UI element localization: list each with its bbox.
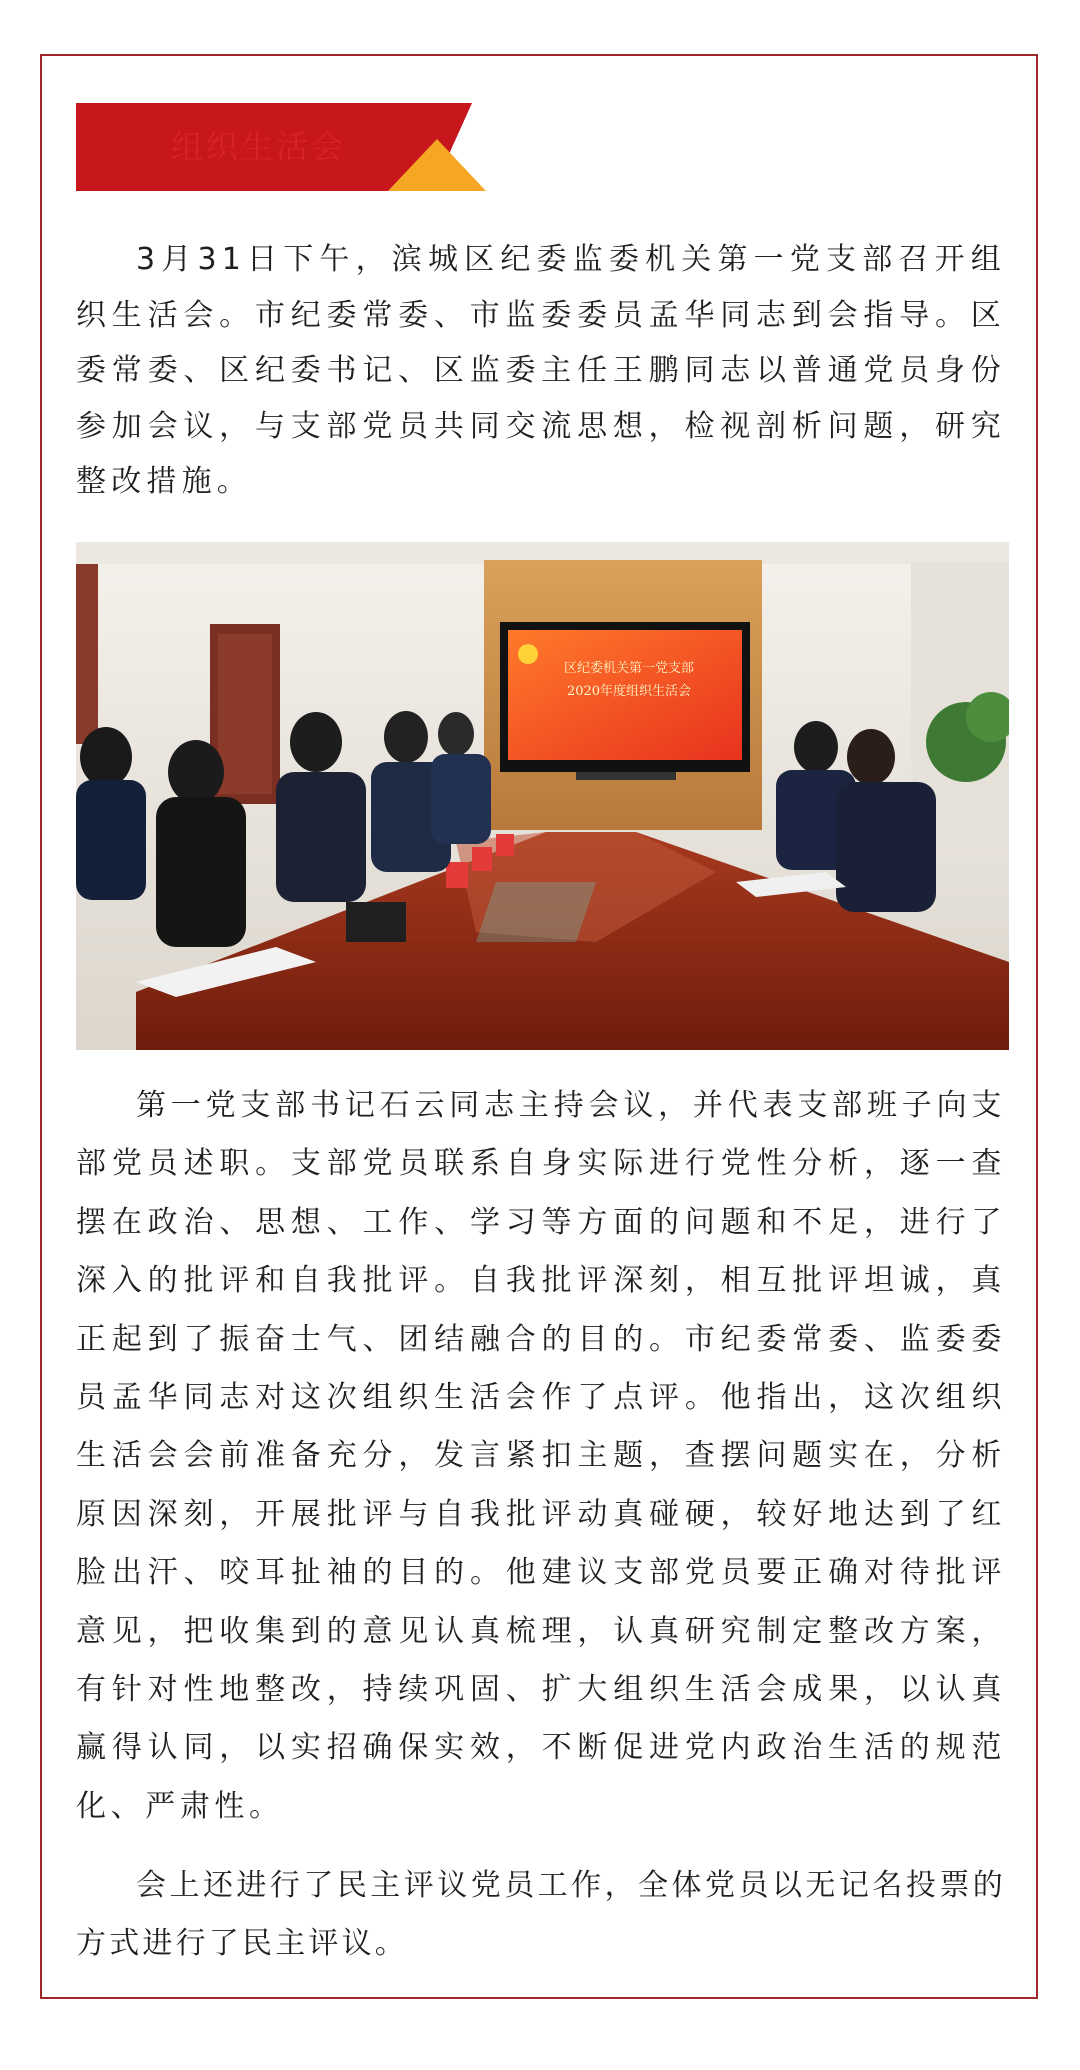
section-title: 组织生活会 [171, 128, 347, 166]
section-header [76, 103, 486, 191]
screen-text-line2: 2020年度组织生活会 [566, 684, 692, 699]
screen-text-line1: 区纪委机关第一党支部 [563, 661, 695, 676]
paragraph-main: 第一党支部书记石云同志主持会议，并代表支部班子向支部党员述职。支部党员联系自身实际进行党性分析，逐一查摆在政治、思想、工作、学习等方面的问题和不足，进行了深入的批评和自我批评。自我批评深刻，相互批评坦诚，真正起到了振奋士气、团结融合的目的。市纪委常委、监委委员孟华同志对这次组织生活会作了点评。他指出，这次组织生活会会前准备充分，发言紧扣主题，查摆问题实在，分析原因深刻，开展批评与自我批评动真碰硬，较好地达到了红脸出汗、咬耳扯袖的目的。他建议支部党员要正确对待批评意见，把收集到的意见认真梳理，认真研究制定整改方案，有针对性地整改，持续巩固、扩大组织生活会成果，以认真赢得认同，以实招确保实效，不断促进党内政治生活的规范化、严肃性。 [76, 1088, 1006, 1824]
paragraph-closing: 会上还进行了民主评议党员工作，全体党员以无记名投票的方式进行了民主评议。 [76, 1868, 1006, 1961]
meeting-photo [76, 542, 1009, 1050]
paragraph-intro: 3月31日下午，滨城区纪委监委机关第一党支部召开组织生活会。市纪委常委、市监委委员孟华同志到会指导。区委常委、区纪委书记、区监委主任王鹏同志以普通党员身份参加会议，与支部党员共同交流思想，检视剖析问题，研究整改措施。 [76, 242, 1006, 499]
